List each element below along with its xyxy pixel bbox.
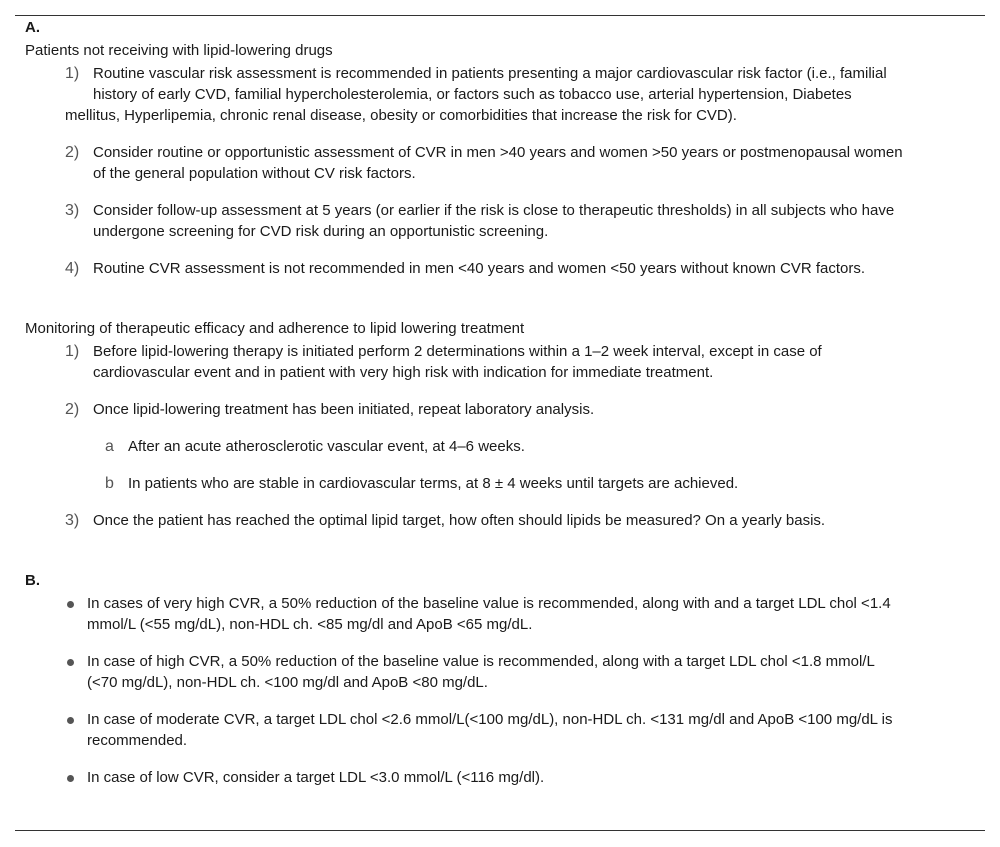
bullet-dot [67, 775, 74, 782]
bullet1-text [87, 593, 891, 635]
group2-item2-text [93, 399, 594, 420]
group1-item1-number: 1) [65, 65, 80, 82]
bullet4-text [87, 767, 544, 788]
bullet2-line1: In case of high CVR, a 50% reduction of the baseline value is recommended, along with a target LDL chol <1.8 mmol/L [87, 653, 875, 670]
group2-item2-sub-a-text: After an acute atherosclerotic vascular event, at 4–6 weeks. [128, 438, 525, 455]
bullet2-text [87, 651, 875, 693]
group2-item3-text [93, 510, 825, 531]
bullet-dot [67, 659, 74, 666]
bullet3-text [87, 709, 892, 751]
group2-item1-line1: Before lipid-lowering therapy is initiated perform 2 determinations within a 1–2 week interval, except in case of [93, 343, 822, 360]
group2-item3-number: 3) [65, 512, 80, 529]
top-rule [15, 15, 985, 16]
group1-item1-text [65, 63, 887, 126]
group2-item2-sub-a-letter: a [105, 438, 114, 455]
bullet1-line1: In cases of very high CVR, a 50% reduction of the baseline value is recommended, along with and a target LDL chol <1.4 [87, 595, 891, 612]
group2-item1-line2: cardiovascular event and in patient with very high risk with indication for immediate treatment. [93, 364, 714, 381]
bottom-rule [15, 830, 985, 831]
group1-item1-line3: mellitus, Hyperlipemia, chronic renal disease, obesity or comorbidities that increase the risk for CVD). [65, 107, 737, 124]
group2-item2-sub-b-text: In patients who are stable in cardiovascular terms, at 8 ± 4 weeks until targets are achieved. [128, 475, 739, 492]
group2-item2-sub-b-letter: b [105, 475, 114, 492]
bullet-dot [67, 601, 74, 608]
group1-item2-line1: Consider routine or opportunistic assessment of CVR in men >40 years and women >50 years or postmenopausal women [93, 144, 903, 161]
group2-item1-number: 1) [65, 343, 80, 360]
bullet4-line1: In case of low CVR, consider a target LDL <3.0 mmol/L (<116 mg/dl). [87, 769, 545, 786]
group1-item2-number: 2) [65, 144, 80, 161]
group1-heading: Patients not receiving with lipid-lowering drugs [25, 42, 333, 59]
group1-item3-text [93, 200, 894, 242]
group2-item2-line1: Once lipid-lowering treatment has been initiated, repeat laboratory analysis. [93, 401, 595, 418]
group2-heading: Monitoring of therapeutic efficacy and adherence to lipid lowering treatment [25, 320, 525, 337]
group1-item3-line2: undergone screening for CVD risk during an opportunistic screening. [93, 223, 549, 240]
group2-item3-line1: Once the patient has reached the optimal lipid target, how often should lipids be measured? On a yearly basis. [93, 512, 826, 529]
bullet3-line1: In case of moderate CVR, a target LDL chol <2.6 mmol/L(<100 mg/dL), non-HDL ch. <131 mg/dl and ApoB <100 mg/dL is [87, 711, 893, 728]
section-a-label: A. [25, 19, 40, 36]
bullet3-line2: recommended. [87, 732, 188, 749]
bullet2-line2: (<70 mg/dL), non-HDL ch. <100 mg/dl and ApoB <80 mg/dL. [87, 674, 488, 691]
group1-item4-line1: Routine CVR assessment is not recommended in men <40 years and women <50 years without known CVR factors. [93, 260, 866, 277]
bullet1-line2: mmol/L (<55 mg/dL), non-HDL ch. <85 mg/dl and ApoB <65 mg/dL. [87, 616, 533, 633]
section-b-label: B. [25, 572, 40, 589]
group1-item1-line2: history of early CVD, familial hypercholesterolemia, or factors such as tobacco use, arterial hypertension, Diabetes [93, 86, 852, 103]
group1-item2-text [93, 142, 903, 184]
group1-item3-line1: Consider follow-up assessment at 5 years (or earlier if the risk is close to therapeutic thresholds) in all subjects who have [93, 202, 895, 219]
group1-item2-line2: of the general population without CV risk factors. [93, 165, 416, 182]
bullet-dot [67, 717, 74, 724]
group2-item1-text [93, 341, 822, 383]
group1-item4-number: 4) [65, 260, 80, 277]
group2-item2-number: 2) [65, 401, 80, 418]
group1-item4-text [93, 258, 865, 279]
group1-item1-line1: Routine vascular risk assessment is recommended in patients presenting a major cardiovascular risk factor (i.e., familial [93, 65, 887, 82]
group1-item3-number: 3) [65, 202, 80, 219]
